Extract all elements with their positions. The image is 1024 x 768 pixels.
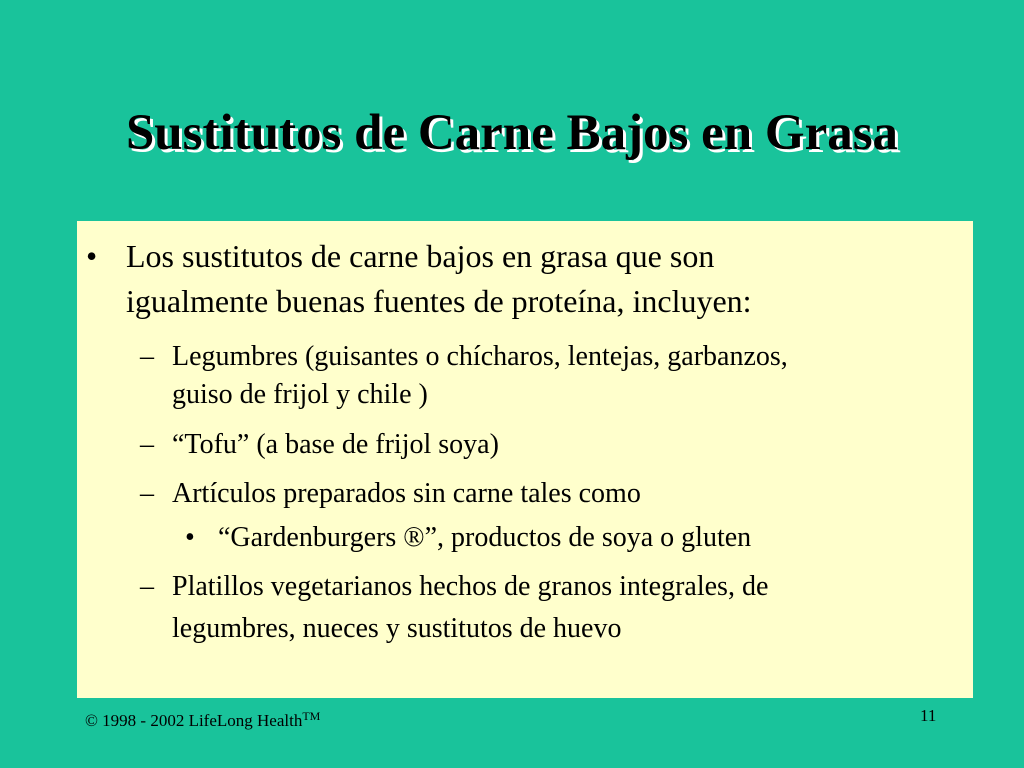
level3-bullet-marker: • (185, 522, 195, 553)
trademark-mark: TM (302, 709, 321, 723)
sub-item-4-line-1: Platillos vegetarianos hechos de granos integrales, de (172, 571, 769, 602)
level2-dash-marker: – (140, 478, 154, 509)
copyright-text: © 1998 - 2002 LifeLong Health (85, 711, 303, 730)
sub-item-1-line-1: Legumbres (guisantes o chícharos, lentejas, garbanzos, (172, 341, 788, 372)
slide-title: Sustitutos de Carne Bajos en Grasa (125, 105, 899, 161)
sub-item-2-line-1: “Tofu” (a base de frijol soya) (172, 429, 499, 460)
sub-sub-item-1-line-1: “Gardenburgers ®”, productos de soya o gluten (218, 522, 752, 553)
level2-dash-marker: – (140, 429, 154, 460)
sub-item-4-line-2: legumbres, nueces y sustitutos de huevo (172, 613, 622, 644)
page-number: 11 (920, 706, 937, 725)
bullet-item-1-line-2: igualmente buenas fuentes de proteína, incluyen: (126, 283, 752, 319)
level1-bullet-marker: • (86, 238, 98, 274)
footer-copyright (85, 705, 320, 732)
sub-item-3-line-1: Artículos preparados sin carne tales como (172, 478, 641, 509)
content-box (77, 221, 973, 698)
bullet-item-1-line-1: Los sustitutos de carne bajos en grasa que son (126, 238, 715, 274)
level2-dash-marker: – (140, 571, 154, 602)
level2-dash-marker: – (140, 341, 154, 372)
sub-item-1-line-2: guiso de frijol y chile ) (172, 379, 428, 410)
